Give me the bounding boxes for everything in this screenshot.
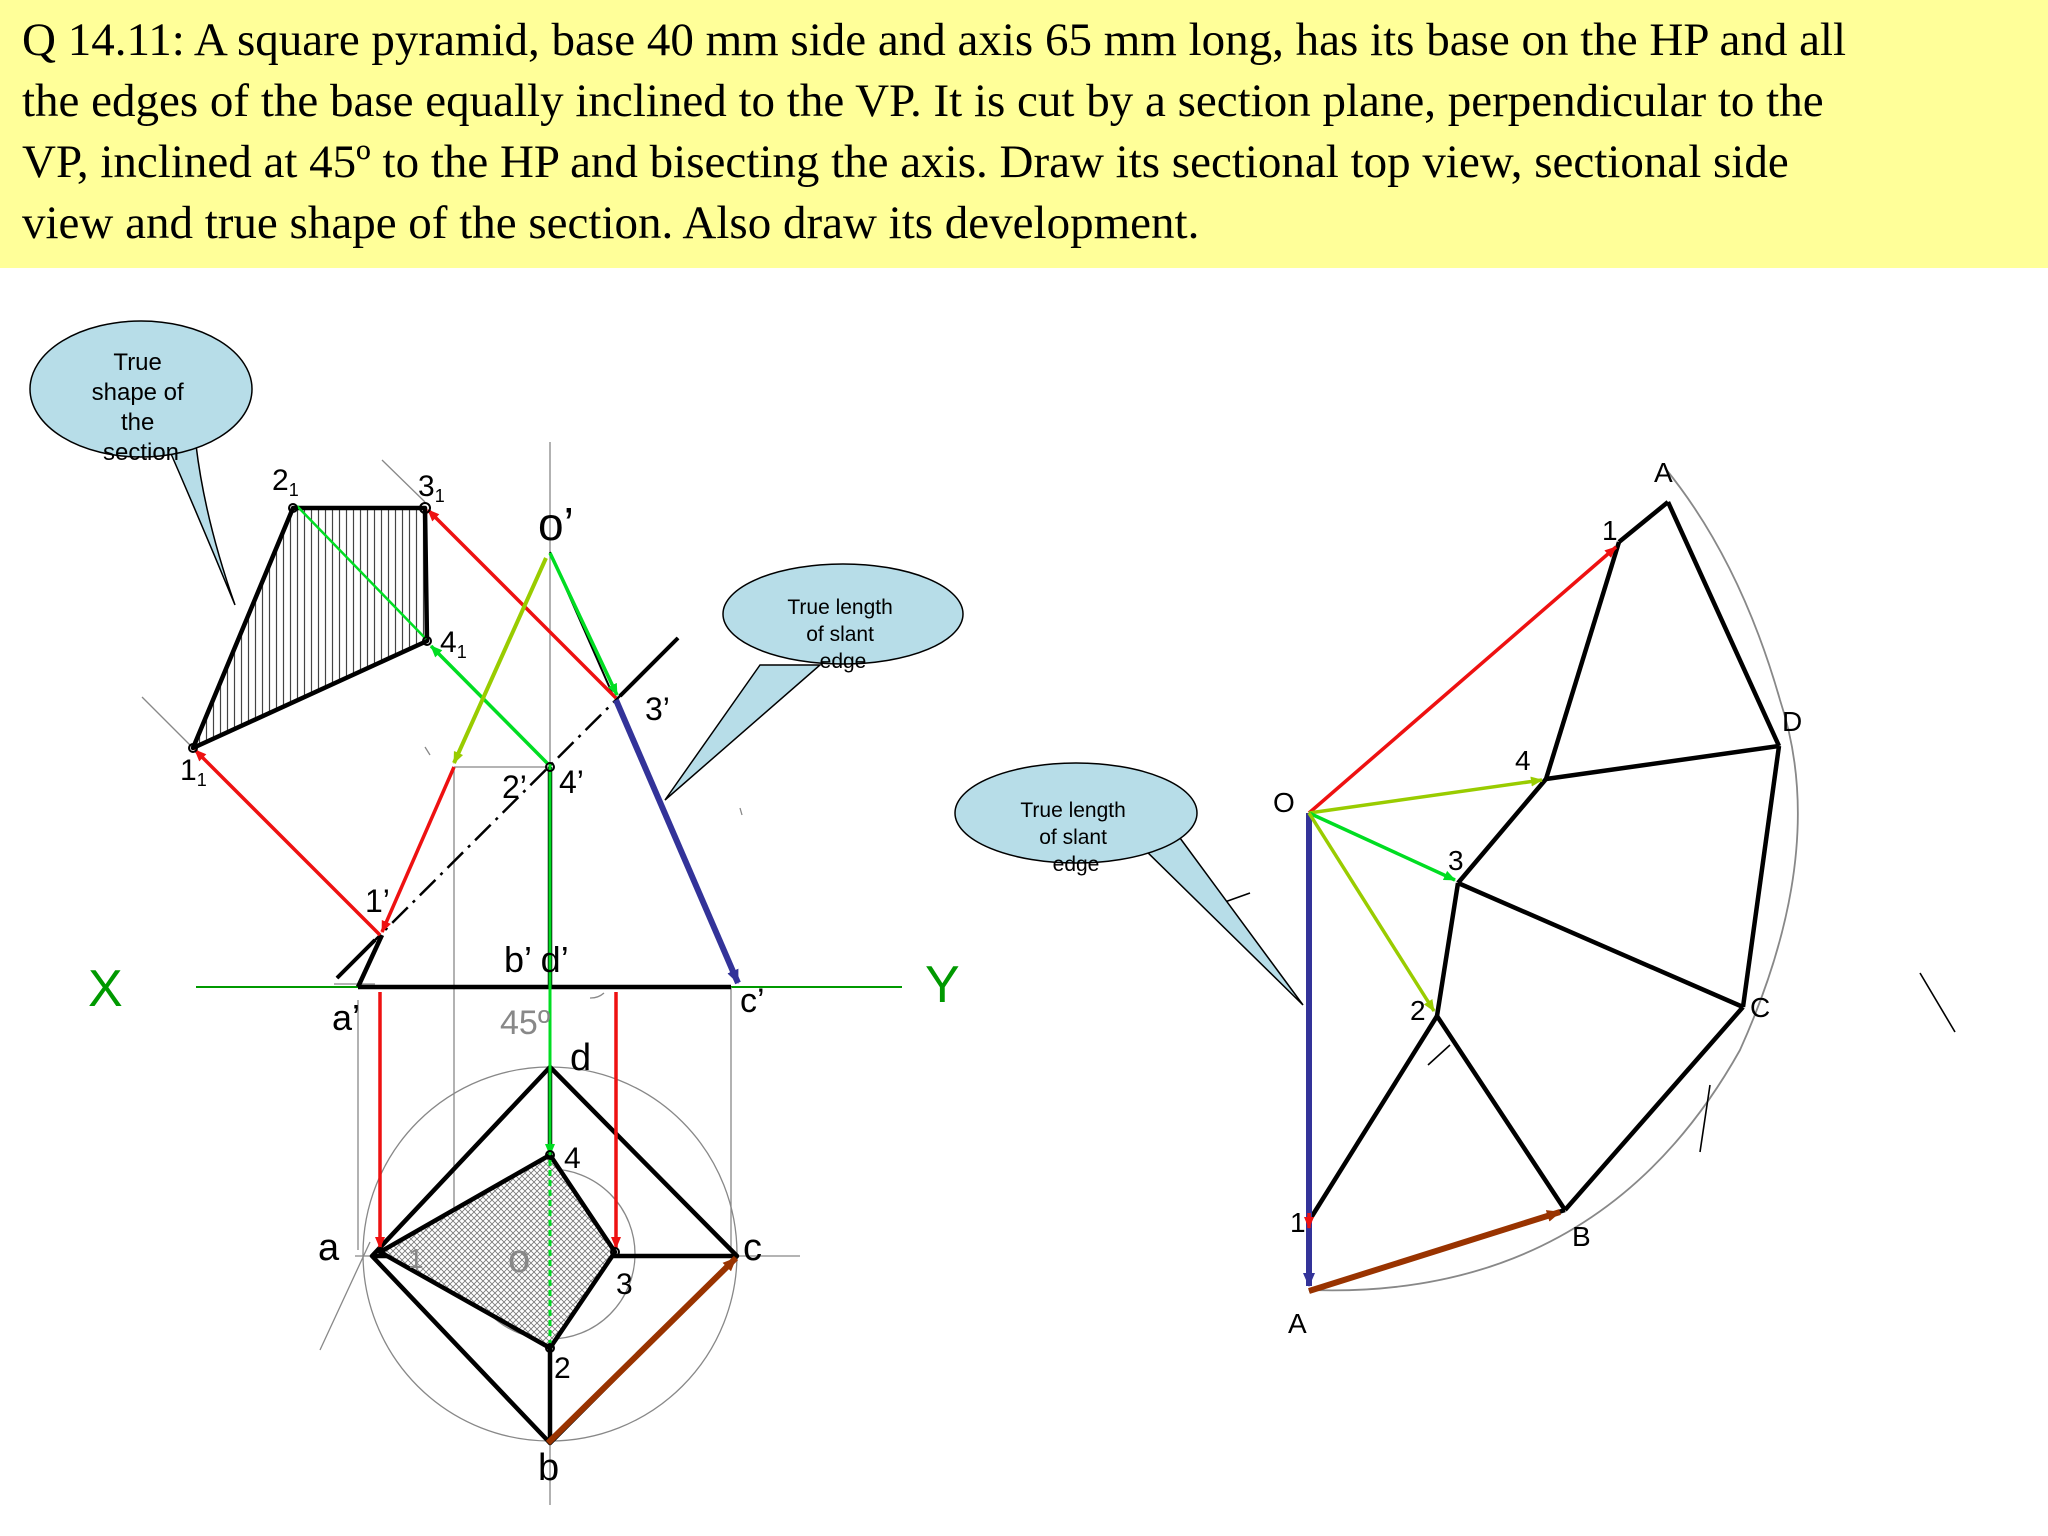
svg-text:True length of slant: True length of slant edge bbox=[787, 596, 893, 673]
callout-true-shape bbox=[30, 321, 252, 605]
label-dev-1-bottom: 1 bbox=[1290, 1207, 1306, 1238]
label-angle-45: 45º bbox=[500, 1004, 551, 1042]
label-top-3: 3 bbox=[616, 1268, 633, 1301]
label-ts-3: $3_1$ bbox=[418, 470, 445, 506]
svg-text:True shape of: True shape of the section bbox=[91, 349, 184, 466]
label-dev-O: O bbox=[1273, 787, 1295, 818]
true-shape-section bbox=[193, 508, 427, 748]
label-top-1: 1 bbox=[408, 1243, 424, 1274]
label-top-c: c bbox=[743, 1227, 762, 1269]
development-arrows bbox=[1309, 547, 1616, 1291]
label-dev-2: 2 bbox=[1410, 995, 1426, 1026]
label-c-prime: c’ bbox=[740, 982, 765, 1020]
label-dev-A-top: A bbox=[1654, 457, 1673, 488]
label-dev-D: D bbox=[1782, 706, 1803, 737]
label-dev-4: 4 bbox=[1515, 745, 1531, 776]
label-x: X bbox=[88, 960, 123, 1018]
label-top-a: a bbox=[318, 1227, 340, 1269]
label-dev-3: 3 bbox=[1448, 845, 1464, 876]
svg-text:True length of slant: True length of slant edge bbox=[1020, 799, 1126, 876]
development-group bbox=[955, 457, 1955, 1339]
label-dev-A-bottom: A bbox=[1288, 1308, 1307, 1339]
label-2-prime: 2’ bbox=[502, 769, 527, 805]
label-ts-2: $2_1$ bbox=[272, 464, 299, 500]
label-top-b: b bbox=[538, 1447, 560, 1489]
label-4-prime: 4’ bbox=[559, 764, 584, 800]
label-dev-1-top: 1 bbox=[1602, 515, 1618, 546]
label-top-2: 2 bbox=[554, 1352, 571, 1385]
label-bd-prime: b’ d’ bbox=[504, 939, 569, 980]
label-ts-1: $1_1$ bbox=[180, 754, 207, 790]
question-text: Q 14.11: A square pyramid, base 40 mm side and axis 65 mm long, has its base on the HP and all the edges of the base equally inclined to the VP. It is cut by a section plane, perpendicular to the VP, inclined at 45º to the HP and bisecting the axis. Draw its sectional top view, sectional side view and true shape of the section. Also draw its development. bbox=[22, 14, 1847, 249]
label-top-4: 4 bbox=[564, 1142, 581, 1175]
callout-slant-edge-development bbox=[955, 763, 1303, 1005]
label-a-prime: a’ bbox=[332, 997, 361, 1038]
label-y: Y bbox=[925, 956, 960, 1014]
projections-group bbox=[30, 321, 963, 1505]
label-top-o: o bbox=[508, 1237, 531, 1281]
label-o-prime: o’ bbox=[538, 498, 574, 550]
label-dev-C: C bbox=[1750, 992, 1771, 1023]
label-3-prime: 3’ bbox=[645, 691, 670, 727]
development-arc bbox=[1310, 468, 1798, 1290]
label-top-d: d bbox=[570, 1037, 592, 1079]
construction-lines bbox=[142, 442, 800, 1505]
label-1-prime: 1’ bbox=[365, 883, 390, 919]
development-outline bbox=[1309, 502, 1779, 1291]
callout-slant-edge-front bbox=[665, 564, 963, 800]
label-ts-4: $4_1$ bbox=[440, 626, 467, 662]
label-dev-B: B bbox=[1572, 1221, 1591, 1252]
